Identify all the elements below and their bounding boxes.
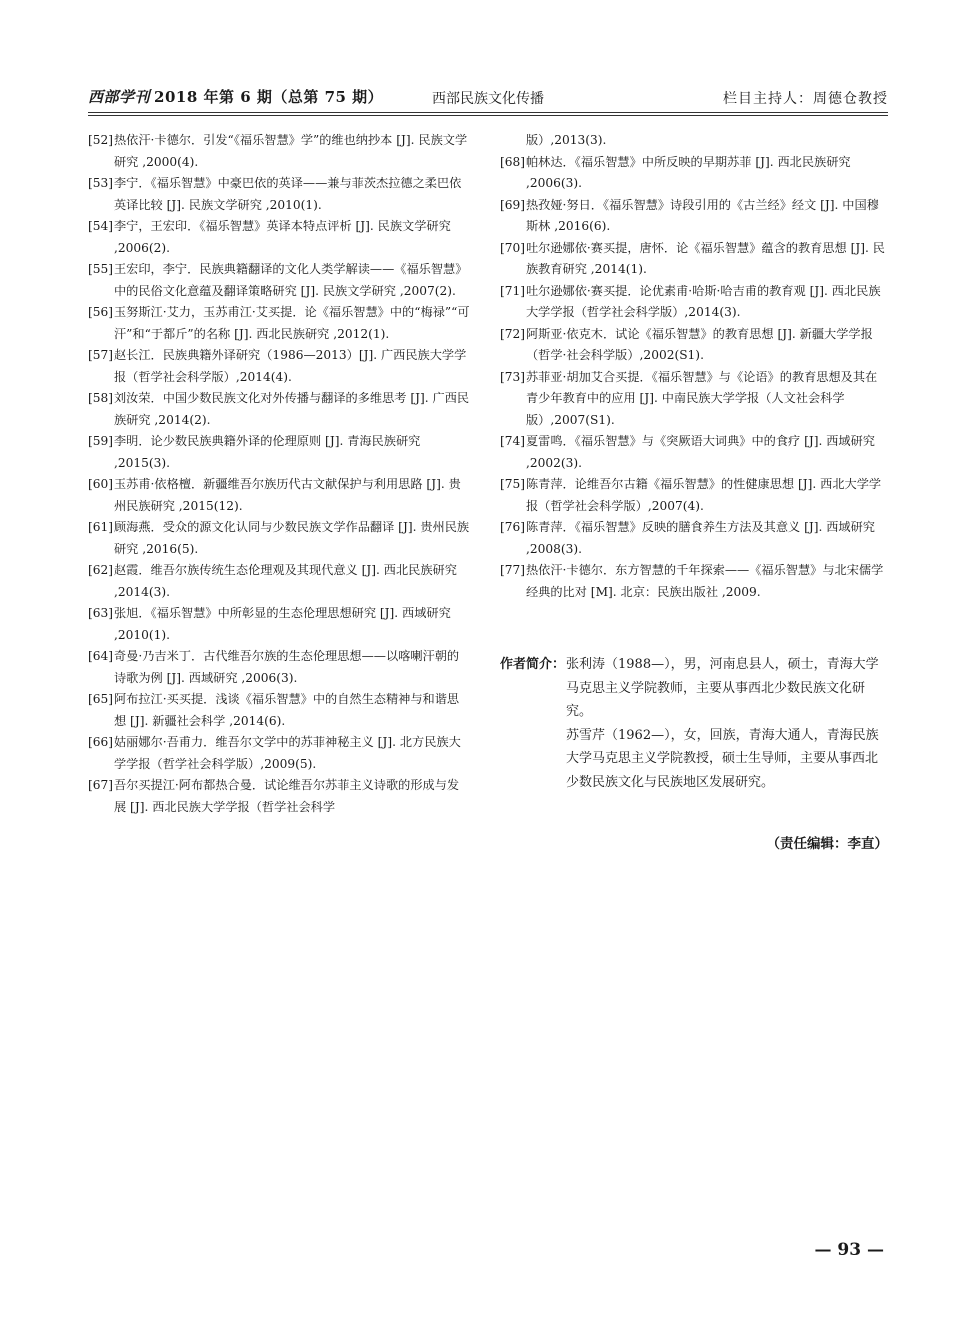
reference-number: [60] xyxy=(88,477,114,491)
reference-number: [72] xyxy=(500,326,526,341)
reference-item xyxy=(500,517,888,560)
reference-item xyxy=(500,195,888,238)
reference-item xyxy=(88,646,470,689)
reference-number: [66] xyxy=(88,735,114,749)
header-rule-thin xyxy=(88,115,888,116)
reference-item xyxy=(88,689,470,732)
reference-number: [65] xyxy=(88,692,114,706)
reference-text: 吐尔逊娜依·赛买提，唐怀．论《福乐智慧》蕴含的教育思想 [J]. 民族教育研究 ,2014(1). xyxy=(526,240,885,276)
reference-number: [76] xyxy=(500,520,526,534)
reference-item xyxy=(88,173,470,216)
reference-text: 李宁．《福乐智慧》中豪巴依的英译——兼与菲茨杰拉德之柔巴依英译比较 [J]. 民族文学研究 ,2010(1). xyxy=(114,176,462,212)
reference-text: 刘汝荣．中国少数民族文化对外传播与翻译的多维思考 [J]. 广西民族研究 ,2014(2). xyxy=(114,391,470,427)
reference-item xyxy=(88,732,470,775)
reference-number: [64] xyxy=(88,649,114,663)
reference-number: [68] xyxy=(500,154,526,169)
reference-text: 王宏印，李宁．民族典籍翻译的文化人类学解读——《福乐智慧》中的民俗文化意蕴及翻译策略研究 [J]. 民族文学研究 ,2007(2). xyxy=(114,262,468,298)
reference-text: 版）,2013(3). xyxy=(526,133,607,147)
reference-number: [54] xyxy=(88,219,114,233)
reference-number: [69] xyxy=(500,197,526,212)
reference-text: 吾尔买提江·阿布都热合曼．试论维吾尔苏菲主义诗歌的形成与发展 [J]. 西北民族大学学报（哲学社会科学 xyxy=(114,778,460,814)
reference-number: [57] xyxy=(88,348,114,362)
reference-number: [71] xyxy=(500,283,526,298)
issue-label: 2018 年第 6 期（总第 75 期） xyxy=(154,88,384,106)
reference-item xyxy=(88,560,470,603)
reference-item xyxy=(500,324,888,367)
reference-text: 阿斯亚·依克木．试论《福乐智慧》的教育思想 [J]. 新疆大学学报（哲学·社会科学版）,2002(S1). xyxy=(526,326,873,362)
author-label: 作者简介： xyxy=(500,657,566,672)
journal-logo: 西部学刊 xyxy=(88,88,151,106)
reference-item xyxy=(88,259,470,302)
reference-item xyxy=(88,603,470,646)
author-bio-2: 苏雪芹（1962—），女，回族，青海大通人，青海民族大学马克思主义学院教授，硕士生导师，主要从事西北少数民族文化与民族地区发展研究。 xyxy=(566,727,879,790)
reference-item xyxy=(500,152,888,195)
reference-item xyxy=(500,130,888,152)
reference-item xyxy=(500,238,888,281)
reference-text: 阿布拉江·买买提．浅谈《福乐智慧》中的自然生态精神与和谐思想 [J]. 新疆社会科学 ,2014(6). xyxy=(114,692,460,728)
reference-item xyxy=(88,474,470,517)
reference-text: 苏菲亚·胡加艾合买提．《福乐智慧》与《论语》的教育思想及其在青少年教育中的应用 [J]. 中南民族大学学报（人文社会科学版）,2007(S1). xyxy=(526,369,878,427)
author-bio-1: 张利涛（1988—），男，河南息县人，硕士，青海大学马克思主义学院教师，主要从事西北少数民族文化研究。 xyxy=(566,657,879,719)
reference-text: 李明．论少数民族典籍外译的伦理原则 [J]. 青海民族研究 ,2015(3). xyxy=(114,434,421,470)
reference-number: [52] xyxy=(88,133,114,147)
reference-number: [63] xyxy=(88,606,114,620)
reference-number: [73] xyxy=(500,369,526,384)
reference-number: [58] xyxy=(88,391,114,405)
page-number: — 93 — xyxy=(814,1240,884,1260)
section-title: 西部民族文化传播 xyxy=(432,91,544,107)
page-header xyxy=(88,86,888,112)
reference-number: [62] xyxy=(88,563,114,577)
reference-text: 陈青萍．论维吾尔古籍《福乐智慧》的性健康思想 [J]. 西北大学学报（哲学社会科学版）,2007(4). xyxy=(526,477,882,513)
reference-number: [56] xyxy=(88,305,114,319)
reference-text: 李宁，王宏印．《福乐智慧》英译本特点评析 [J]. 民族文学研究 ,2006(2). xyxy=(114,219,451,255)
reference-number: [70] xyxy=(500,240,526,255)
reference-text: 顾海燕．受众的源文化认同与少数民族文学作品翻译 [J]. 贵州民族研究 ,2016(5). xyxy=(114,520,470,556)
reference-text: 陈青萍．《福乐智慧》反映的膳食养生方法及其意义 [J]. 西域研究 ,2008(3). xyxy=(526,520,875,556)
reference-item xyxy=(500,474,888,517)
reference-item xyxy=(88,517,470,560)
reference-text: 夏雷鸣．《福乐智慧》与《突厥语大词典》中的食疗 [J]. 西域研究 ,2002(3). xyxy=(526,434,875,470)
column-host: 栏目主持人：周德仓教授 xyxy=(723,91,888,107)
reference-item xyxy=(500,367,888,432)
reference-item xyxy=(88,431,470,474)
reference-text: 姑丽娜尔·吾甫力．维吾尔文学中的苏菲神秘主义 [J]. 北方民族大学学报（哲学社会科学版）,2009(5). xyxy=(114,735,461,771)
reference-item xyxy=(88,775,470,818)
references-left-column xyxy=(88,130,470,818)
header-rule xyxy=(88,112,888,113)
references-right-column xyxy=(500,130,888,603)
reference-item xyxy=(500,431,888,474)
reference-number: [61] xyxy=(88,520,114,534)
reference-number: [53] xyxy=(88,176,114,190)
reference-number: [74] xyxy=(500,434,526,448)
reference-item xyxy=(88,345,470,388)
reference-number: [59] xyxy=(88,434,114,448)
responsible-editor: （责任编辑：李直） xyxy=(766,836,888,852)
reference-text: 热依汗·卡德尔．东方智慧的千年探索——《福乐智慧》与北宋儒学经典的比对 [M]. 北京：民族出版社 ,2009. xyxy=(526,563,884,599)
reference-number: [67] xyxy=(88,778,114,792)
reference-item xyxy=(500,281,888,324)
reference-number: [75] xyxy=(500,477,526,491)
reference-text: 帕林达．《福乐智慧》中所反映的早期苏菲 [J]. 西北民族研究 ,2006(3). xyxy=(526,154,851,190)
reference-text: 热孜娅·努日．《福乐智慧》诗段引用的《古兰经》经文 [J]. 中国穆斯林 ,2016(6). xyxy=(526,197,879,233)
reference-text: 吐尔逊娜依·赛买提．论优素甫·哈斯·哈吉甫的教育观 [J]. 西北民族大学学报（哲学社会科学版）,2014(3). xyxy=(526,283,881,319)
reference-text: 赵长江．民族典籍外译研究（1986—2013）[J]. 广西民族大学学报（哲学社会科学版）,2014(4). xyxy=(114,348,467,384)
reference-text: 玉苏甫·依格檀．新疆维吾尔族历代古文献保护与利用思路 [J]. 贵州民族研究 ,2015(12). xyxy=(114,477,461,513)
reference-item xyxy=(500,560,888,603)
reference-text: 张旭．《福乐智慧》中所彰显的生态伦理思想研究 [J]. 西域研究 ,2010(1). xyxy=(114,606,451,642)
reference-item xyxy=(88,302,470,345)
reference-text: 玉努斯江·艾力，玉苏甫江·艾买提．论《福乐智慧》中的“梅禄”“可汗”和“于都斤”的名称 [J]. 西北民族研究 ,2012(1). xyxy=(114,305,470,341)
reference-text: 赵霞．维吾尔族传统生态伦理观及其现代意义 [J]. 西北民族研究 ,2014(3). xyxy=(114,563,457,599)
reference-item xyxy=(88,216,470,259)
author-info xyxy=(500,653,888,794)
reference-text: 热依汗·卡德尔．引发“《福乐智慧》学”的维也纳抄本 [J]. 民族文学研究 ,2000(4). xyxy=(114,133,468,169)
reference-text: 奇曼·乃吉米丁．古代维吾尔族的生态伦理思想——以喀喇汗朝的诗歌为例 [J]. 西域研究 ,2006(3). xyxy=(114,649,460,685)
reference-number: [55] xyxy=(88,262,114,276)
reference-number: [77] xyxy=(500,563,526,577)
reference-item xyxy=(88,388,470,431)
reference-item xyxy=(88,130,470,173)
